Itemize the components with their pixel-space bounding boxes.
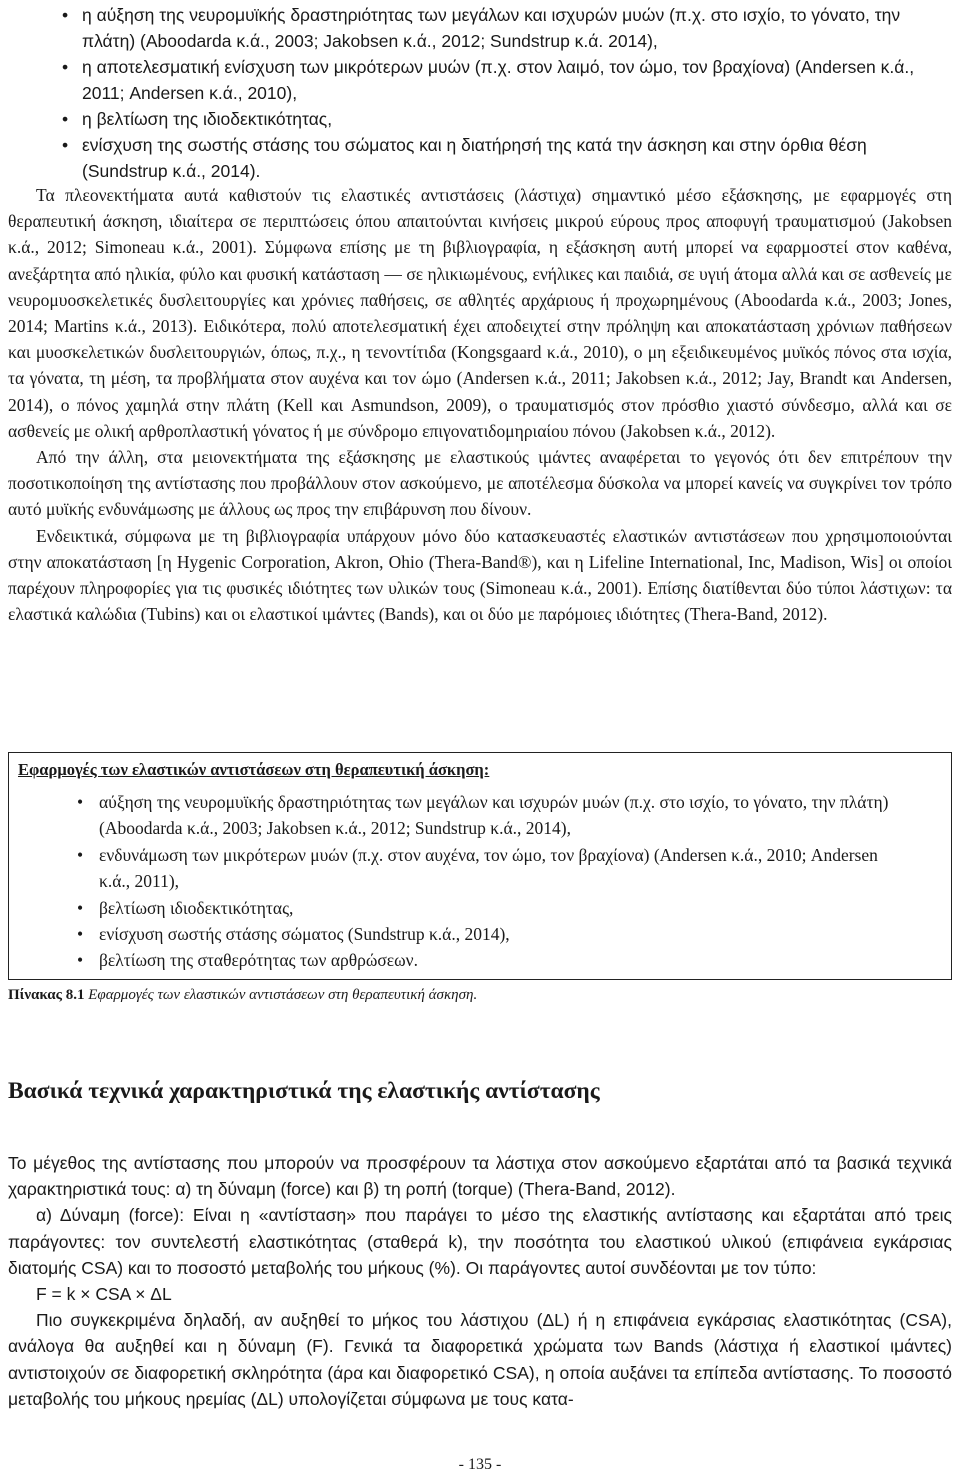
list-item: • βελτίωση ιδιοδεκτικότητας, bbox=[9, 895, 951, 921]
list-item: • βελτίωση της σταθερότητας των αρθρώσεων. bbox=[9, 947, 951, 973]
formula: F = k × CSA × ΔL bbox=[36, 1284, 172, 1305]
paragraph: Τα πλεονεκτήματα αυτά καθιστούν τις ελαστικές αντιστάσεις (λάστιχα) σημαντικό μέσο εξάσκησης, με εφαρμογές στη θεραπευτική άσκηση, ιδιαίτερα σε περιπτώσεις όπου απαιτούνται κινήσεις μικρού εύρους προς αποφυγή τραυματισμού (Jakobsen κ.ά., 2012; Simoneau κ.ά., 2001). Σύμφωνα επίσης με τη βιβλιογραφία, η εξάσκηση αυτή μπορεί να εφαρμοστεί στον καθένα, ανεξάρτητα από ηλικία, φύλο και φυσική κατάσταση — σε ηλικιωμένους, ενήλικες και παιδιά, σε υγιή άτομα αλλά και σε ασθενείς με νευρομυοσκελετικές δυσλειτουργίες και χρόνιες παθήσεις, σε αθλητές αρχάριους ή προχωρημένους (Aboodarda κ.ά., 2003; Jones, 2014; Martins κ.ά., 2013). Ειδικότερα, πολύ αποτελεσματική έχει αποδειχτεί στην πρόληψη και αποκατάσταση χρόνιων παθήσεων και μυοσκελετικών δυσλειτουργιών, όπως, π.χ., η τενοντίτιδα (Kongsgaard κ.ά., 2010), ο μη εξειδικευμένος μυϊκός πόνος στα ισχία, τα γόνατα, τη μέση, τα προβλήματα στον αυχένα και τον ώμο (Andersen κ.ά., 2011; Jakobsen κ.ά., 2012; Jay, Brandt και Andersen, 2014), ο πόνος χαμηλά στην πλάτη (Kell και Asmundson, 2009), ο τραυματισμός στον πρόσθιο χιαστό σύνδεσμο, αλλά και σε ασθενείς με ολική αρθροπλαστική γόνατος ή με σύνδρομο επιγονατιδομηριαίου πόνου (Jakobsen κ.ά., 2012). bbox=[8, 185, 952, 441]
list-item: • ενδυνάμωση των μικρότερων μυών (π.χ. στον αυχένα, τον ώμο, τον βραχίονα) (Andersen κ.ά., 2010; Andersen κ.ά., 2011), bbox=[9, 842, 951, 895]
section-body bbox=[8, 1150, 952, 1412]
list-item: • η αποτελεσματική ενίσχυση των μικρότερων μυών (π.χ. στον λαιμό, τον ώμο, τον βραχίονα) (Andersen κ.ά., 2011; Andersen κ.ά., 2010), bbox=[0, 54, 960, 106]
paragraph: Πιο συγκεκριμένα δηλαδή, αν αυξηθεί το μήκος του λάστιχου (ΔL) ή η επιφάνεια εγκάρσιας ελαστικότητας (CSA), ανάλογα θα αυξηθεί και η δύναμη (F). Γενικά τα διαφορετικά χρώματα των Bands (λάστιχα ή ελαστικοί ιμάντες) αντιστοιχούν σε διαφορετική σκληρότητα (άρα και διαφορετικό CSA), η οποία αυξάνει τα επίπεδα αντίστασης. Το ποσοστό μεταβολής του μήκους ηρεμίας (ΔL) υπολογίζεται σύμφωνα με τους κατα- bbox=[8, 1310, 952, 1409]
list-item: • η βελτίωση της ιδιοδεκτικότητας, bbox=[0, 106, 960, 132]
benefits-bullet-list bbox=[0, 2, 960, 184]
table-caption bbox=[8, 987, 477, 1004]
page-number: - 135 - bbox=[458, 1456, 502, 1473]
paragraph: α) Δύναμη (force): Είναι η «αντίσταση» που παράγει το μέσο της ελαστικής αντίστασης και εξαρτάται από τρεις παράγοντες: τον συντελεστή ελαστικότητας (σταθερά k), την ποσότητα του ελαστικού υλικού (επιφάνεια εγκάρσιας διατομής CSA) και το ποσοστό μεταβολής του μήκους (%). Οι παράγοντες αυτοί συνδέονται με τον τύπο: bbox=[8, 1205, 952, 1278]
list-item: • ενίσχυση σωστής στάσης σώματος (Sundstrup κ.ά., 2014), bbox=[9, 921, 951, 947]
caption-text: Εφαρμογές των ελαστικών αντιστάσεων στη θεραπευτική άσκηση. bbox=[84, 987, 478, 1003]
list-item: • αύξηση της νευρομυϊκής δραστηριότητας των μεγάλων και ισχυρών μυών (π.χ. στο ισχίο, το γόνατο, την πλάτη) (Aboodarda κ.ά., 2003; Jakobsen κ.ά., 2012; Sundstrup κ.ά., 2014), bbox=[9, 789, 951, 842]
paragraph: Το μέγεθος της αντίστασης που μπορούν να προσφέρουν τα λάστιχα στον ασκούμενο εξαρτάται από τα βασικά τεχνικά χαρακτηριστικά τους: α) τη δύναμη (force) και β) τη ροπή (torque) (Thera-Band, 2012). bbox=[8, 1153, 952, 1200]
table-box bbox=[8, 752, 952, 980]
table-box-list bbox=[9, 789, 951, 974]
caption-label: Πίνακας 8.1 bbox=[8, 987, 85, 1003]
body-text bbox=[8, 182, 952, 627]
paragraph: Από την άλλη, στα μειονεκτήματα της εξάσκησης με ελαστικούς ιμάντες αναφέρεται το γεγονός ότι δεν επιτρέπουν την ποσοτικοποίηση της αντίστασης που προβάλλουν στον ασκούμενο, με αποτέλεσμα δύσκολα να μπορεί κανείς να συγκρίνει τον τρόπο αυτό μυϊκής ενδυνάμωσης με άλλους ως προς την επιβάρυνση που δίνουν. bbox=[8, 447, 952, 520]
list-item: • ενίσχυση της σωστής στάσης του σώματος και η διατήρησή της κατά την άσκηση και στην όρθια θέση (Sundstrup κ.ά., 2014). bbox=[0, 132, 960, 184]
list-item: • η αύξηση της νευρομυϊκής δραστηριότητας των μεγάλων και ισχυρών μυών (π.χ. στο ισχίο, το γόνατο, την πλάτη) (Aboodarda κ.ά., 2003; Jakobsen κ.ά., 2012; Sundstrup κ.ά. 2014), bbox=[0, 2, 960, 54]
section-heading: Βασικά τεχνικά χαρακτηριστικά της ελαστικής αντίστασης bbox=[8, 1078, 600, 1104]
table-box-title: Εφαρμογές των ελαστικών αντιστάσεων στη θεραπευτική άσκηση: bbox=[18, 760, 490, 779]
paragraph: Ενδεικτικά, σύμφωνα με τη βιβλιογραφία υπάρχουν μόνο δύο κατασκευαστές ελαστικών αντιστάσεων που χρησιμοποιούνται στην αποκατάσταση [η Hygenic Corporation, Akron, Ohio (Thera-Band®), και η Lifeline International, Inc, Madison, Wis] οι οποίοι παρέχουν πληροφορίες για τις φυσικές ιδιότητες των υλικών τους (Simoneau κ.ά., 2001). Επίσης διατίθενται δύο τύποι λάστιχων: τα ελαστικά καλώδια (Tubins) και οι ελαστικοί ιμάντες (Bands), και οι δύο με παρόμοιες ιδιότητες (Thera-Band, 2012). bbox=[8, 525, 952, 625]
